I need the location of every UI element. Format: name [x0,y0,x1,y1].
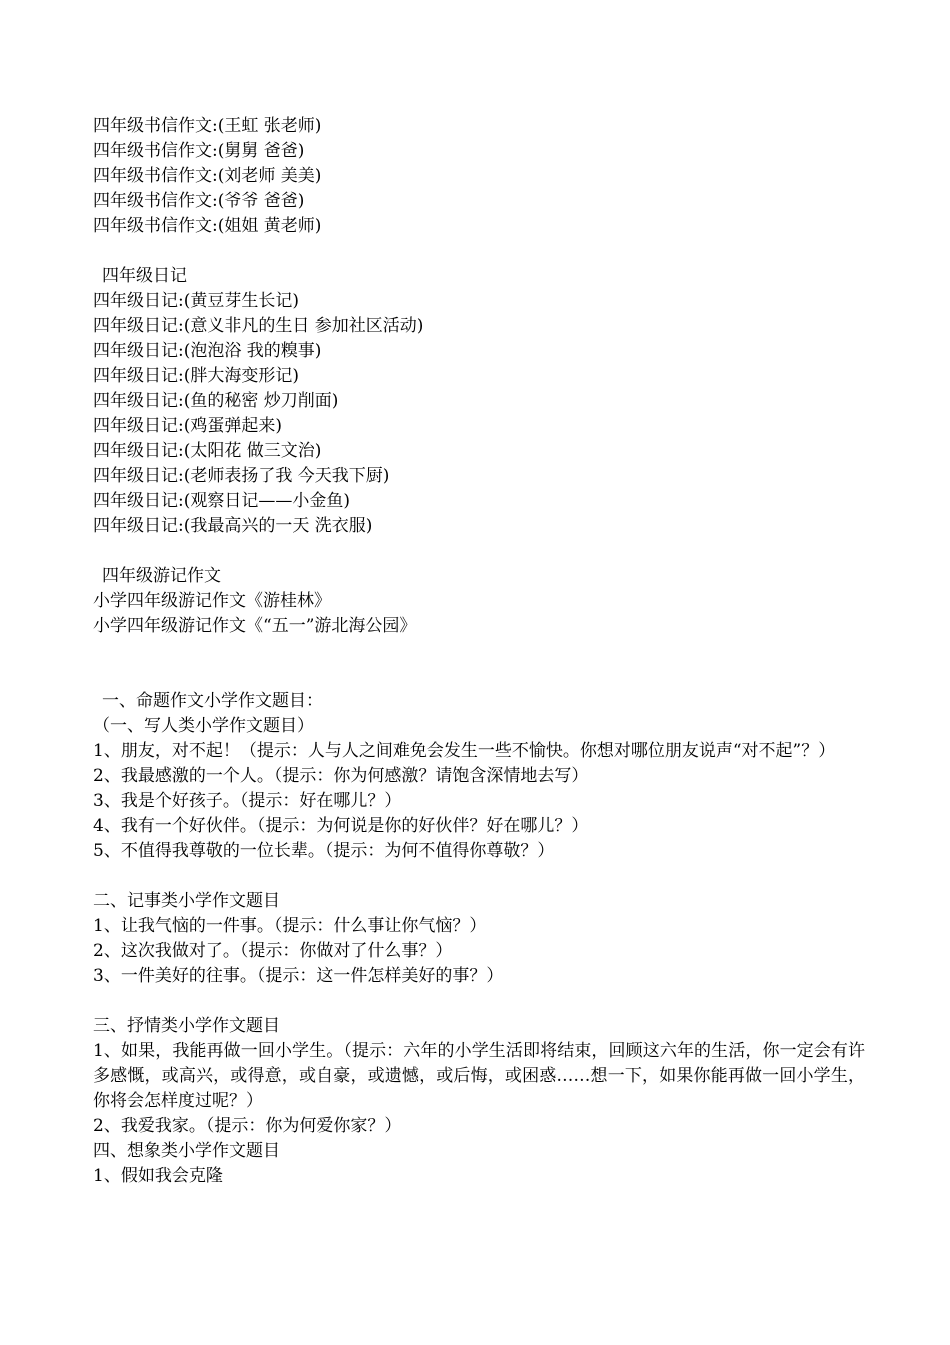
imagination-item: 1、假如我会克隆 [93,1166,223,1186]
letter-item: 四年级书信作文:(爷爷 爸爸) [93,191,305,211]
diary-item: 四年级日记:(黄豆芽生长记) [93,291,299,311]
diary-item: 四年级日记:(意义非凡的生日 参加社区活动) [93,316,424,336]
people-item: 2、我最感激的一个人。（提示：你为何感激？请饱含深情地去写） [93,766,589,786]
letter-item: 四年级书信作文:(王虹 张老师) [93,116,322,136]
events-item: 3、一件美好的往事。（提示：这一件怎样美好的事？） [93,966,504,986]
spacer [93,864,865,889]
diary-item: 四年级日记:(老师表扬了我 今天我下厨) [93,466,390,486]
diary-item: 四年级日记:(胖大海变形记) [93,366,299,386]
spacer [93,989,865,1014]
diary-heading: 四年级日记 [102,266,187,286]
letter-section [93,114,865,239]
feelings-heading: 三、抒情类小学作文题目 [93,1016,280,1036]
spacer [93,639,865,689]
feelings-item: 1、如果，我能再做一回小学生。（提示：六年的小学生活即将结束，回顾这六年的生活，你一定会有许多感慨，或高兴，或得意，或自豪，或遗憾，或后悔，或困惑……想一下，如果你能再做一回小学生，你将会怎样度过呢？） [93,1041,865,1111]
travel-item: 小学四年级游记作文《游桂林》 [93,591,331,611]
events-heading: 二、记事类小学作文题目 [93,891,280,911]
people-item: 3、我是个好孩子。（提示：好在哪儿？） [93,791,402,811]
people-item: 1、朋友，对不起！（提示：人与人之间难免会发生一些不愉快。你想对哪位朋友说声“对不起”？） [93,741,836,761]
travel-heading: 四年级游记作文 [102,566,221,586]
diary-item: 四年级日记:(泡泡浴 我的糗事) [93,341,322,361]
letter-item: 四年级书信作文:(姐姐 黄老师) [93,216,322,236]
diary-item: 四年级日记:(鸡蛋弹起来) [93,416,282,436]
document-page [93,114,865,1189]
diary-item: 四年级日记:(太阳花 做三文治) [93,441,322,461]
events-item: 1、让我气恼的一件事。（提示：什么事让你气恼？） [93,916,487,936]
diary-section [93,264,865,539]
people-item: 5、不值得我尊敬的一位长辈。（提示：为何不值得你尊敬？） [93,841,555,861]
diary-item: 四年级日记:(鱼的秘密 炒刀削面) [93,391,339,411]
spacer [93,239,865,264]
imagination-heading: 四、想象类小学作文题目 [93,1141,280,1161]
travel-section [93,564,865,639]
diary-item: 四年级日记:(我最高兴的一天 洗衣服) [93,516,373,536]
feelings-item: 2、我爱我家。（提示：你为何爱你家？） [93,1116,402,1136]
letter-item: 四年级书信作文:(刘老师 美美) [93,166,322,186]
travel-item: 小学四年级游记作文《“五一”游北海公园》 [93,616,417,636]
diary-item: 四年级日记:(观察日记——小金鱼) [93,491,350,511]
propositions-heading: 一、命题作文小学作文题目： [102,691,323,711]
people-heading: （一、写人类小学作文题目） [93,716,314,736]
spacer [93,539,865,564]
propositions-section [93,689,865,1189]
people-item: 4、我有一个好伙伴。（提示：为何说是你的好伙伴？好在哪儿？） [93,816,589,836]
events-item: 2、这次我做对了。（提示：你做对了什么事？） [93,941,453,961]
letter-item: 四年级书信作文:(舅舅 爸爸) [93,141,305,161]
